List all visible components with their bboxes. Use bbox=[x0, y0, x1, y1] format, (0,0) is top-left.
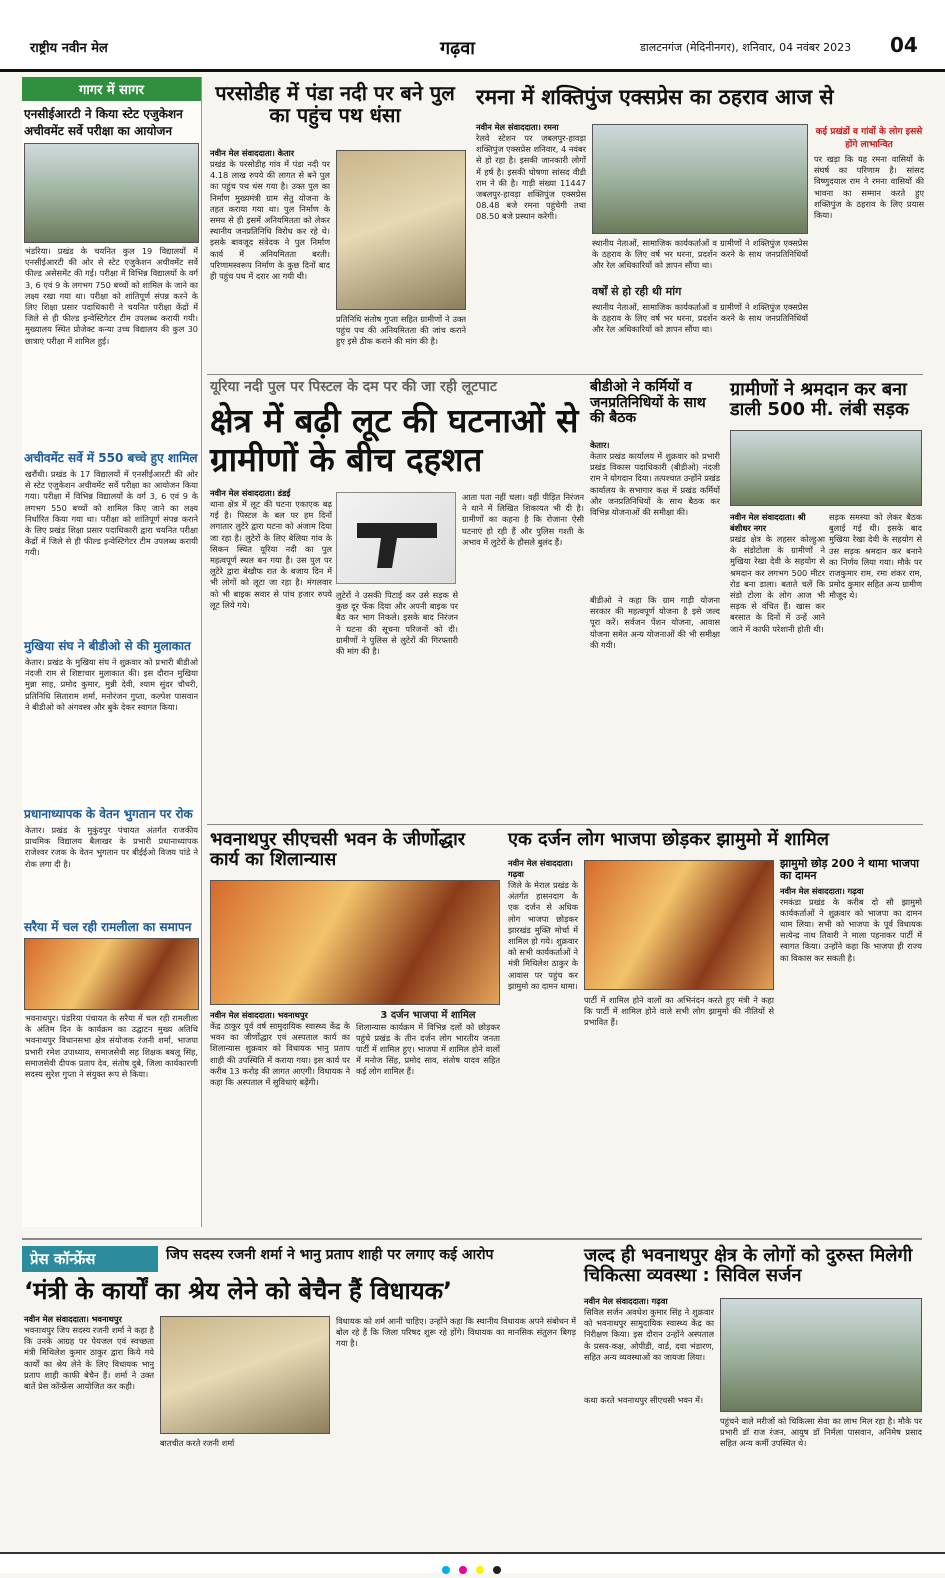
article-body bbox=[508, 858, 578, 1233]
brief-headline: एनसीईआरटी ने किया स्टेट एजुकेशन अचीवमेंट सर्वे परीक्षा का आयोजन bbox=[24, 107, 183, 138]
article-body bbox=[730, 512, 825, 822]
district-title: गढ़वा bbox=[440, 38, 475, 59]
brief-headline: मुखिया संघ ने बीडीओ से की मुलाकात bbox=[24, 639, 191, 653]
sidebar-headline: झामुमो छोड़ 200 ने थामा भाजपा का दामन bbox=[780, 857, 919, 883]
article-text: बीडीओ ने कहा कि ग्राम गाड़ी योजना सरकार की महत्वपूर्ण योजना है इसे जल्द पूरा करें। सर्वजन पेंशन योजना, आवास योजना समेत अन्य योजनाओं की भी समीक्षा की गयी। bbox=[590, 595, 720, 650]
press-photo bbox=[160, 1316, 330, 1434]
byline: नवीन मेल संवाददाता। रमना bbox=[476, 122, 559, 132]
byline: नवीन मेल संवाददाता। श्री बंशीधर नगर bbox=[730, 512, 806, 533]
article-text: सड़क समस्या को लेकर बैठक बुलाई गई थी। इसके बाद मुखिया रेखा देवी के सहयोग से उस सड़क श्रमदान कर बनाने का निर्णय लिया गया। मौके पर राजकुमार राम, रमा शंकर राम, प्रमोद कुमार सहित अन्य ग्रामीण मौजूद थे। bbox=[829, 512, 922, 601]
headline: क्षेत्र में बढ़ी लूट की घटनाओं से ग्रामीणों के बीच दहशत bbox=[210, 401, 579, 479]
byline: नवीन मेल संवाददाता। गढ़वा bbox=[584, 1296, 668, 1306]
article-text: रमकंडा प्रखंड के करीब दो सौ झामुमो कार्यकर्ताओं ने शुक्रवार को भाजपा का दामन थाम लिया। सभी को भाजपा के पूर्व विधायक सत्येन्द्र नाथ तिवारी ने माला पहनाकर पार्टी में स्वागत किया। उन्होंने कहा कि भाजपा ही राज्य का विकास कर सकती है। bbox=[780, 896, 922, 963]
article-text: लुटेरों ने उसकी पिटाई कर उसे सड़क से कुछ दूर फेंक दिया और अपनी बाइक पर बैठ कर भाग निकले। इसके बाद निरंजन ने घटना की सूचना परिजनों को दी। ग्रामीणों ने पुलिस से लुटेरों की गिरफ्तारी की मांग की है। bbox=[336, 590, 458, 657]
sidebar bbox=[780, 858, 922, 1233]
photo-caption: प्रतिनिधि संतोष गुप्ता सहित ग्रामीणों ने उक्त पहुंच पथ की अनियमितता की जांच कराने हुए इसे ठीक कराने की मांग की है। bbox=[336, 314, 466, 347]
dateline: डालटनगंज (मेदिनीनगर), शनिवार, 04 नवंबर 2023 bbox=[640, 41, 852, 54]
article-text: प्रखंड के परसोडीह गांव में पंडा नदी पर 4.18 लाख रुपये की लागत से बने पुल का पहुंच पथ धंस गया है। उक्त पुल का निर्माण मुख्यमंत्री ग्राम सेतु योजना के तहत कराया गया था। पुल निर्माण के समय से ही इसमें अनियमितता को लेकर स्थानीय जनप्रतिनिधि विरोध कर रहे थे। इसके बावजूद संवेदक ने पुल निर्माण कार्य में अनियमितता बरती। परिणामस्वरूप निर्माण के कुछ दिनों बाद ही पहुंच पथ में दरार आ गयी थी। bbox=[210, 159, 330, 282]
left-column bbox=[22, 77, 202, 1227]
sidebar-text: पर खड़ा कि यह रमना वासियों के संघर्ष का परिणाम है। सांसद विष्णुदयाल राम ने रमना वासियों की भावना का सम्मान करते हुए शक्तिपुंज के ठहराव के लिए प्रयास किया। bbox=[814, 154, 924, 221]
article-body bbox=[584, 1296, 714, 1391]
brief-body: खरौंधी। प्रखंड के 17 विद्यालयों में एनसीईआरटी की ओर से स्टेट एजुकेशन अचीवमेंट सर्वे परीक्षा का आयोजन किया गया। परीक्षा में विभिन्न विद्यालयों के वर्ग 3, 6 एवं 9 के लगभग 550 बच्चों को शामिल किए जाने का लक्ष्य निर्धारित किया गया था। परीक्षा को शांतिपूर्ण संपन्न कराने के लिए प्रखंड शिक्षा प्रसार पदाधिकारी द्वारा चयनित परीक्षा केंद्रों में जिले से ही फील्ड इन्वेस्टिगेटर टीम उपलब्ध करायी गयी। bbox=[25, 469, 198, 558]
article-body bbox=[210, 488, 332, 818]
article-text: सिविल सर्जन अवधेश कुमार सिंह ने शुक्रवार को भवनाथपुर सामुदायिक स्वास्थ्य केंद्र का निरीक्षण किया। इस दौरान उन्होंने अस्पताल के प्रसव-कक्ष, ओपीडी, वार्ड, दवा भंडारण, सहित अन्य व्यवस्थाओं का जायजा लिया। bbox=[584, 1307, 714, 1362]
article-body bbox=[592, 238, 808, 368]
headline: जल्द ही भवनाथपुर क्षेत्र के लोगों को दुरुस्त मिलेगी चिकित्सा व्यवस्था : सिविल सर्जन bbox=[584, 1245, 913, 1287]
headline: भवनाथपुर सीएचसी भवन के जीर्णोद्धार कार्य का शिलान्यास bbox=[210, 829, 466, 871]
brief-body: भंडरिया। प्रखंड के चयनित कुल 19 विद्यालयों में एनसीईआरटी की ओर से स्टेट एजुकेशन अचीवमेंट सर्वे फील्ड असेसमेंट की गई। परीक्षा में विभिन्न विद्यालयों के वर्ग 3, 6 एवं 9 के लगभग 750 बच्चों को शामिल के जाने का लक्ष्य रखा गया था। परीक्षा को शांतिपूर्ण संपन्न करने के लिए शिक्षा प्रसार पदाधिकारी ने चयनित परीक्षा केंद्रों में जिले से ही फील्ड इन्वेस्टिगेटर टीम उपलब्ध करायी गयी। मुख्यालय स्थित प्रोजेक्ट कन्या उच्च विद्यालय की कुल 30 छात्राएं परीक्षा में शामिल हुई। bbox=[25, 246, 198, 346]
hospital-photo bbox=[720, 1298, 922, 1412]
headline: रमना में शक्तिपुंज एक्सप्रेस का ठहराव आज से bbox=[476, 85, 834, 109]
kicker: यूरिया नदी पुल पर पिस्टल के दम पर की जा रही लूटपाट bbox=[210, 379, 497, 395]
article-text: स्थानीय नेताओं, सामाजिक कार्यकर्ताओं व ग्रामीणों ने शक्तिपुंज एक्सप्रेस के ठहराव के लिए वर्ष भर धरना, प्रदर्शन करने के साथ जनप्रतिनिधियों और रेल अधिकारियों को ज्ञापन सौंपा था। bbox=[592, 238, 808, 271]
sidebar bbox=[814, 124, 924, 370]
headline: परसोडीह में पंडा नदी पर बने पुल का पहुंच पथ धंसा bbox=[215, 81, 455, 128]
divider bbox=[207, 374, 923, 375]
article-body bbox=[476, 122, 586, 372]
article-body bbox=[24, 1314, 154, 1546]
article-text: शिलान्यास कार्यक्रम में विभिन्न दलों को छोड़कर पहुंचे प्रखंड के तीन दर्जन लोग भारतीय जनता पार्टी में शामिल हुए। भाजपा में शामिल होने वालों में मनोज सिंह, प्रमोद साव, संतोष यादव सहित कई लोग शामिल हैं। bbox=[356, 1021, 500, 1077]
article-text: केंद्र ठाकुर पूर्व वर्ष सामुदायिक स्वास्थ्य केंद्र के भवन का जीर्णोद्धार एवं अस्पताल कार्य का शिलान्यास शुक्रवार को विधायक भानु प्रताप शाही की उपस्थिति में कराया गया। इस कार्य पर करीब 13 करोड़ की लागत आएगी। विधायक ने कहा कि अस्पताल में सुविधाएं बढ़ेंगी। bbox=[210, 1021, 350, 1088]
pistol-icon bbox=[337, 493, 457, 585]
byline: नवीन मेल संवाददाता। डंडई bbox=[210, 488, 291, 498]
article-text: पहुंचने वाले मरीजों को चिकित्सा सेवा का लाभ मिल रहा है। मौके पर प्रभारी डॉ राज रंजन, आयुष डॉ निर्मला पासवान, अनिमेष प्रसाद सहित अन्य कर्मी उपस्थित थे। bbox=[720, 1416, 922, 1449]
byline: नवीन मेल संवाददाता। गढ़वा bbox=[780, 885, 864, 896]
article-text: आता पता नहीं चला। वहीं पीड़ित निरंजन ने थाने में लिखित शिकायत भी दी है। ग्रामीणों का कहना है कि रोजाना ऐसी घटनाएं हो रही हैं और पुलिस गश्ती के अभाव में लुटेरों के हौसले बुलंद हैं। bbox=[462, 492, 584, 547]
byline: नवीन मेल संवाददाता। गढ़वा bbox=[508, 858, 573, 879]
divider bbox=[207, 824, 923, 825]
brief-body: केतार। प्रखंड के मुखिया संघ ने शुक्रवार को प्रभारी बीडीओ नंदजी राम से शिष्टाचार मुलाकात की। इस दौरान मुखिया मुन्ना साह, प्रमोद कुमार, मुन्नी देवी, श्याम सुंदर चौधरी, प्रतिनिधि सिताराम शर्मा, मनोरंजन गुप्ता, कल्पेश पासवान ने बीडीओ को अंगवस्त्र और बुके देकर स्वागत किया। bbox=[25, 657, 198, 712]
byline: नवीन मेल संवाददाता। भवनाथपुर bbox=[24, 1314, 122, 1324]
bridge-photo bbox=[336, 150, 466, 310]
brief-headline: प्रधानाध्यापक के वेतन भुगतान पर रोक bbox=[24, 807, 193, 821]
press-tag: प्रेस कॉन्फ्रेंस bbox=[22, 1246, 158, 1272]
article-body bbox=[356, 1010, 500, 1235]
brief-body: भवनाथपुर। पंडरिया पंचायत के सरैया में चल रही रामलीला के अंतिम दिन के कार्यक्रम का उद्घाटन मुख्य अतिथि भवनाथपुर विधानसभा क्षेत्र संयोजक रंजनी शर्मा, भाजपा प्रभारी रमेश उपाध्याय, समाजसेवी सह शिक्षक बबलू सिंह, समाजसेवी दीपक प्रताप देव, संतोष दुबे, जिला कार्यकारणी सदस्य सुरेश गुप्ता ने संयुक्त रूप से किया। bbox=[25, 1013, 198, 1080]
photo-caption: कथा करते भवनाथपुर सीएचसी भवन में। bbox=[584, 1395, 704, 1405]
exam-photo bbox=[24, 143, 199, 243]
station-photo bbox=[592, 124, 808, 234]
brand-name: राष्ट्रीय नवीन मेल bbox=[30, 41, 108, 56]
article-text: केतार प्रखंड कार्यालय में शुक्रवार को प्रभारी प्रखंड विकास पदाधिकारी (बीडीओ) नंदजी राम ने योगदान दिया। तत्पश्चात उन्होंने प्रखंड कार्यालय के सभागार कक्ष में प्रखंड कर्मियों और जनप्रतिनिधियों के साथ बैठक कर विभिन्न योजनाओं की समीक्षा की। bbox=[590, 451, 720, 518]
article-text: थाना क्षेत्र में लूट की घटना एकाएक बढ़ गई है। पिस्टल के बल पर हम दिनों लगातार लुटेरे द्वारा घटना को अंजाम दिया जा रहा है। लुटेरों के लिए बेलिया गांव के सिकन स्थित यूरिया नदी का पुल महत्वपूर्ण स्थल बन गया है। उस पुल पर लुटेरे द्वारा बेखौफ रात के बजाय दिन में भी लोगों को लूटा जा रहा है। मंगलवार को भी बाइक सवार से पांच हजार रुपये लूट लिये गये। bbox=[210, 499, 332, 610]
article-body bbox=[210, 148, 330, 368]
headline: ‘मंत्री के कार्यों का श्रेय लेने को बेचैन हैं विधायक’ bbox=[24, 1277, 453, 1305]
article-text: विधायक को शर्म आनी चाहिए। उन्होंने कहा कि स्थानीय विधायक अपने संबोधन में बोल रहे हैं कि जिला परिषद शुरू रहे होंगे। विधायक का मानसिक संतुलन बिगड़ गया है। bbox=[336, 1316, 576, 1349]
article-text: जिले के मेराल प्रखंड के अंतर्गत हासनदाग के एक दर्जन से अधिक लोग भाजपा छोड़कर झारखंड मुक्ति मोर्चा में शामिल हो गये। शुक्रवार को सभी कार्यकर्ताओं ने मंत्री मिथिलेश ठाकुर के आवास पर पहुंच कर झामुमो का दामन थामा। bbox=[508, 880, 578, 991]
subheadline: 3 दर्जन भाजपा में शामिल bbox=[380, 1010, 476, 1021]
brief-headline: अचीवमेंट सर्वे में 550 बच्चे हुए शामिल bbox=[24, 451, 198, 465]
headline: बीडीओ ने कर्मियों व जनप्रतिनिधियों के साथ की बैठक bbox=[590, 379, 706, 427]
headline: एक दर्जन लोग भाजपा छोड़कर झामुमो में शामिल bbox=[508, 829, 829, 850]
registration-marks bbox=[440, 1559, 503, 1578]
headline: ग्रामीणों ने श्रमदान कर बना डाली 500 मी. लंबी सड़क bbox=[730, 379, 909, 421]
byline: नवीन मेल संवाददाता। भवनाथपुर bbox=[210, 1010, 308, 1020]
article-text: स्थानीय नेताओं, सामाजिक कार्यकर्ताओं व ग्रामीणों ने शक्तिपुंज एक्सप्रेस के ठहराव के लिए वर्ष भर धरना, प्रदर्शन करने के साथ जनप्रतिनिधियों और रेल अधिकारियों को ज्ञापन सौंपा था। bbox=[592, 301, 808, 335]
article-text: रेलवे स्टेशन पर जबलपुर-हावड़ा शक्तिपुंज एक्सप्रेस शनिवार, 4 नवंबर से हो रहा है। इसकी जानकारी लोगों में हर्ष है। इसकी घोषणा सांसद वीडी राम ने की है। गाड़ी संख्या 11447 जबलपुर-हावड़ा शक्तिपुंज एक्सप्रेस 08.48 बजे रमना पहुंचेगी तथा 08.50 बजे प्रस्थान करेगी। bbox=[476, 133, 586, 222]
article-body bbox=[590, 440, 720, 820]
road-photo bbox=[730, 430, 922, 506]
article-text: भवनाथपुर जिप सदस्य रजनी शर्मा ने कहा है कि उनके आग्रह पर पेयजल एवं स्वच्छता मंत्री मिथिलेश कुमार ठाकुर द्वारा किये गये कार्यों का श्रेय लेने के लिए विधायक भानु प्रताप शाही काफी बेचैन हैं। शर्मा ने उक्त बातें प्रेस कॉन्फ्रेंस आयोजित कर कही। bbox=[24, 1325, 154, 1392]
masthead bbox=[0, 0, 945, 72]
chc-event-photo bbox=[210, 880, 500, 1005]
article-text: पार्टी में शामिल होने वालों का अभिनंदन करते हुए मंत्री ने कहा कि पार्टी में शामिल होने वाले सभी लोग झामुमो की नीतियों से प्रभावित हैं। bbox=[584, 995, 774, 1028]
footer-bar bbox=[0, 1552, 945, 1573]
page-number: 04 bbox=[890, 33, 918, 57]
article-text: प्रखंड क्षेत्र के लहसर कोल्हुआ के संडोटोला के ग्रामीणों ने मुखिया रेखा देवी के सहयोग से श्रमदान कर लगभग 500 मीटर रोड बना डाला। बताते चलें कि संडो टोला के लोग आज भी सड़क से वंचित हैं। खास कर बरसात के दिनों में उन्हें आने जाने में काफी परेशानी होती थी। bbox=[730, 534, 825, 634]
photo-caption: बातचीत करते रजनी शर्मा bbox=[160, 1438, 235, 1448]
byline: नवीन मेल संवाददाता। केतार bbox=[210, 148, 295, 158]
divider bbox=[22, 1238, 922, 1240]
ramlila-photo bbox=[24, 938, 199, 1010]
pistol-photo bbox=[336, 492, 456, 584]
byline: केतार। bbox=[590, 440, 610, 450]
brief-body: केतार। प्रखंड के मुकुंदपुर पंचायत अंतर्गत राजकीय प्राथमिक विद्यालय बैलाखर के प्रभारी प्रधानाध्यापक राजेश्वर रजक के वेतन भुगतान पर बीईईओ विजय पांडे ने रोक लगा दी है। bbox=[25, 825, 198, 869]
article-body bbox=[210, 1010, 350, 1235]
sidebar-headline: कई प्रखंडों व गांवों के लोग इससे होंगे लाभान्वित bbox=[815, 127, 923, 150]
brief-headline: सरैया में चल रही रामलीला का समापन bbox=[24, 920, 192, 934]
kicker: जिप सदस्य रजनी शर्मा ने भानु प्रताप शाही पर लगाए कई आरोप bbox=[166, 1247, 494, 1263]
subheadline: वर्षों से हो रही थी मांग bbox=[592, 285, 682, 298]
jmm-join-photo bbox=[584, 860, 774, 990]
section-tag: गागर में सागर bbox=[22, 77, 201, 101]
